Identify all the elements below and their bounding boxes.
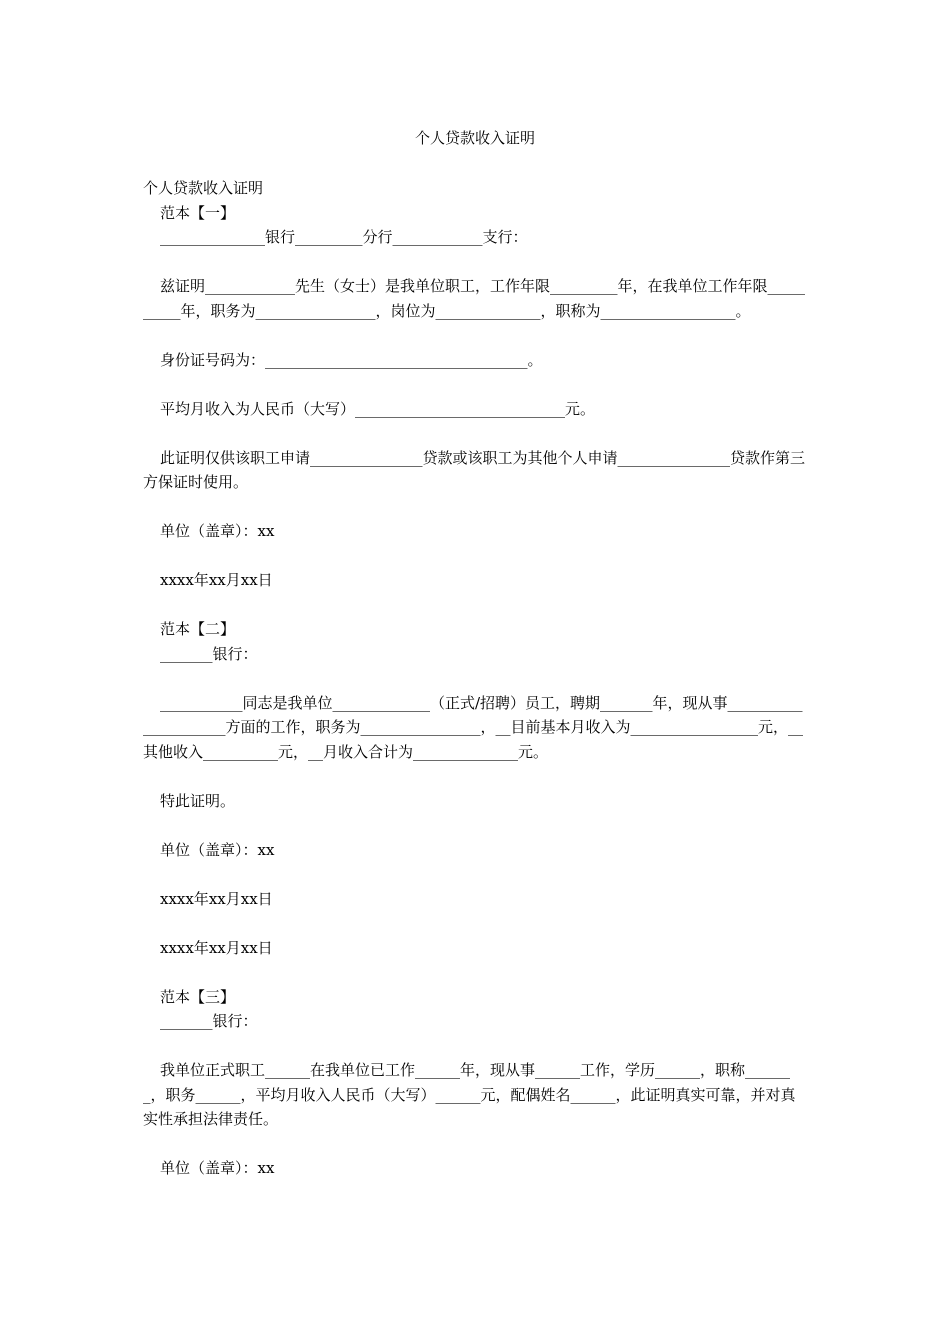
sample1-id-number: 身份证号码为：___________________________________。	[160, 350, 543, 369]
sample3-seal: 单位（盖章）：xx	[160, 1159, 275, 1177]
sample3-bank-line: _______银行：	[160, 1012, 258, 1030]
sample3-heading: 范本【三】	[160, 987, 236, 1006]
sample1-certify-paragraph: 兹证明____________先生（女士）是我单位职工，工作年限_________年，在我单位工作年限__________年，职务为________________，岗位为______________，职称为__________________。	[143, 277, 806, 320]
sample1-bank-line: ______________银行_________分行____________支行：	[160, 228, 528, 246]
sample2-body-paragraph: ___________同志是我单位_____________（正式/招聘）员工，聘期_______年，现从事_____________________方面的工作，职务为________________，__目前基本月收入为_________________元，__其他收入__________元，__月收入合计为______________元。	[143, 693, 804, 761]
sample2-bank-line: _______银行：	[160, 644, 258, 663]
sample2-heading: 范本【二】	[160, 620, 236, 638]
sample2-seal: 单位（盖章）：xx	[160, 840, 275, 859]
document-title: 个人贷款收入证明	[414, 129, 535, 147]
sample2-date-2: xxxx年xx月xx日	[160, 938, 273, 957]
sample2-certify: 特此证明。	[160, 791, 236, 810]
sample1-seal: 单位（盖章）：xx	[160, 522, 275, 540]
sample1-monthly-income: 平均月收入为人民币（大写）____________________________元。	[160, 399, 596, 418]
sample3-body-paragraph: 我单位正式职工______在我单位已工作______年，现从事______工作，学历______，职称_______，职务______，平均月收入人民币（大写）______元，配偶姓名______，此证明真实可靠，并对真实性承担法律责任。	[143, 1061, 796, 1128]
document-body	[143, 176, 808, 1181]
sample2-date-1: xxxx年xx月xx日	[160, 889, 273, 908]
sample1-usage-paragraph: 此证明仅供该职工申请_______________贷款或该职工为其他个人申请_______________贷款作第三方保证时使用。	[143, 448, 806, 491]
document-subtitle: 个人贷款收入证明	[143, 179, 264, 197]
sample1-date: xxxx年xx月xx日	[160, 571, 273, 589]
sample1-heading: 范本【一】	[160, 203, 236, 222]
